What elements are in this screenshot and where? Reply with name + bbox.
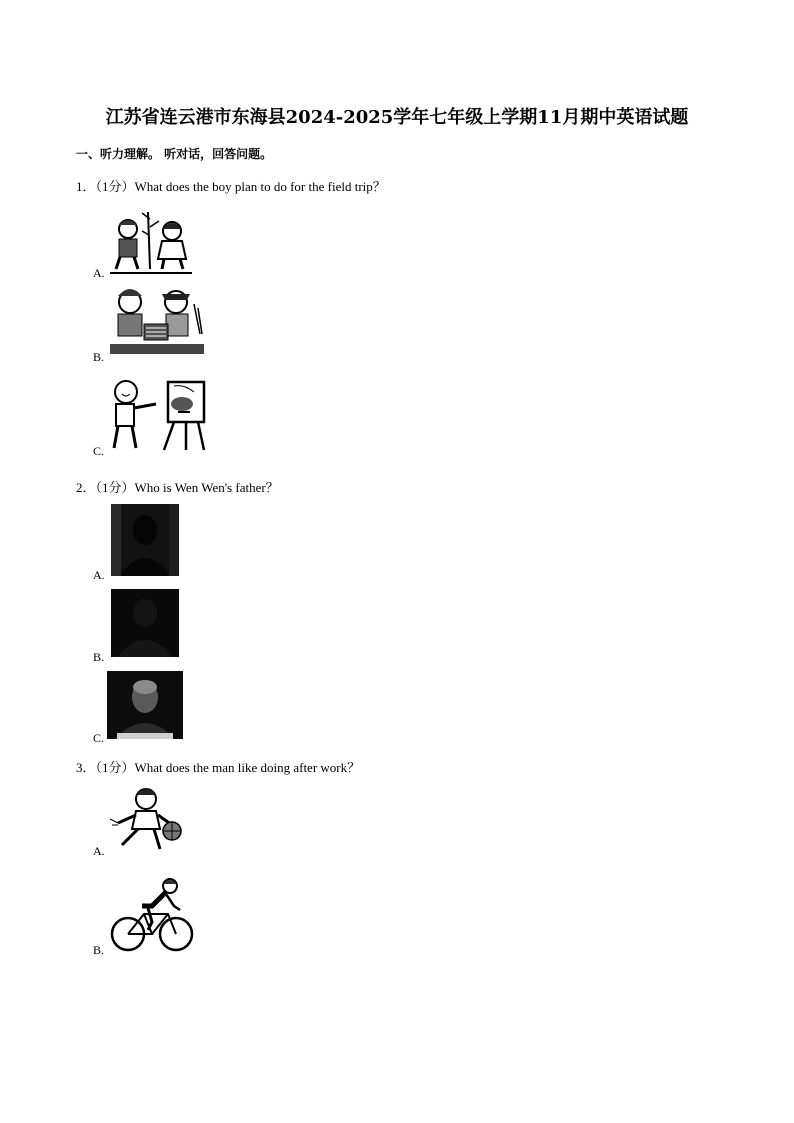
question-2-stem: 2．（1分）Who is Wen Wen's father？ <box>76 480 279 495</box>
page-title: 江苏省连云港市东海县2024-2025学年七年级上学期11月期中英语试题 <box>105 107 689 128</box>
question-3-stem: 3．（1分）What does the man like doing after work？ <box>76 760 361 775</box>
q1-option-a-letter: A. <box>93 266 105 280</box>
q2-option-b-letter: B. <box>93 650 105 664</box>
q1-option-c-picture <box>108 376 212 452</box>
q2-option-a-photo <box>111 504 179 576</box>
q1-option-c-letter: C. <box>93 444 105 458</box>
q2-option-b-photo <box>111 589 179 657</box>
q3-option-b-picture <box>108 876 194 952</box>
q1-option-b-picture <box>108 284 206 358</box>
q3-option-b-letter: B. <box>93 943 105 957</box>
q3-option-a-letter: A. <box>93 844 105 858</box>
q2-option-c-photo <box>107 671 183 739</box>
q1-option-b-letter: B. <box>93 350 105 364</box>
q3-option-a-picture <box>108 785 186 853</box>
q1-option-a-picture <box>110 207 192 277</box>
q2-option-a-letter: A. <box>93 568 105 582</box>
question-1-stem: 1．（1分）What does the boy plan to do for the field trip？ <box>76 179 386 194</box>
section-heading: 一、听力理解。 听对话，回答问题。 <box>76 147 273 161</box>
q2-option-c-letter: C. <box>93 731 105 745</box>
